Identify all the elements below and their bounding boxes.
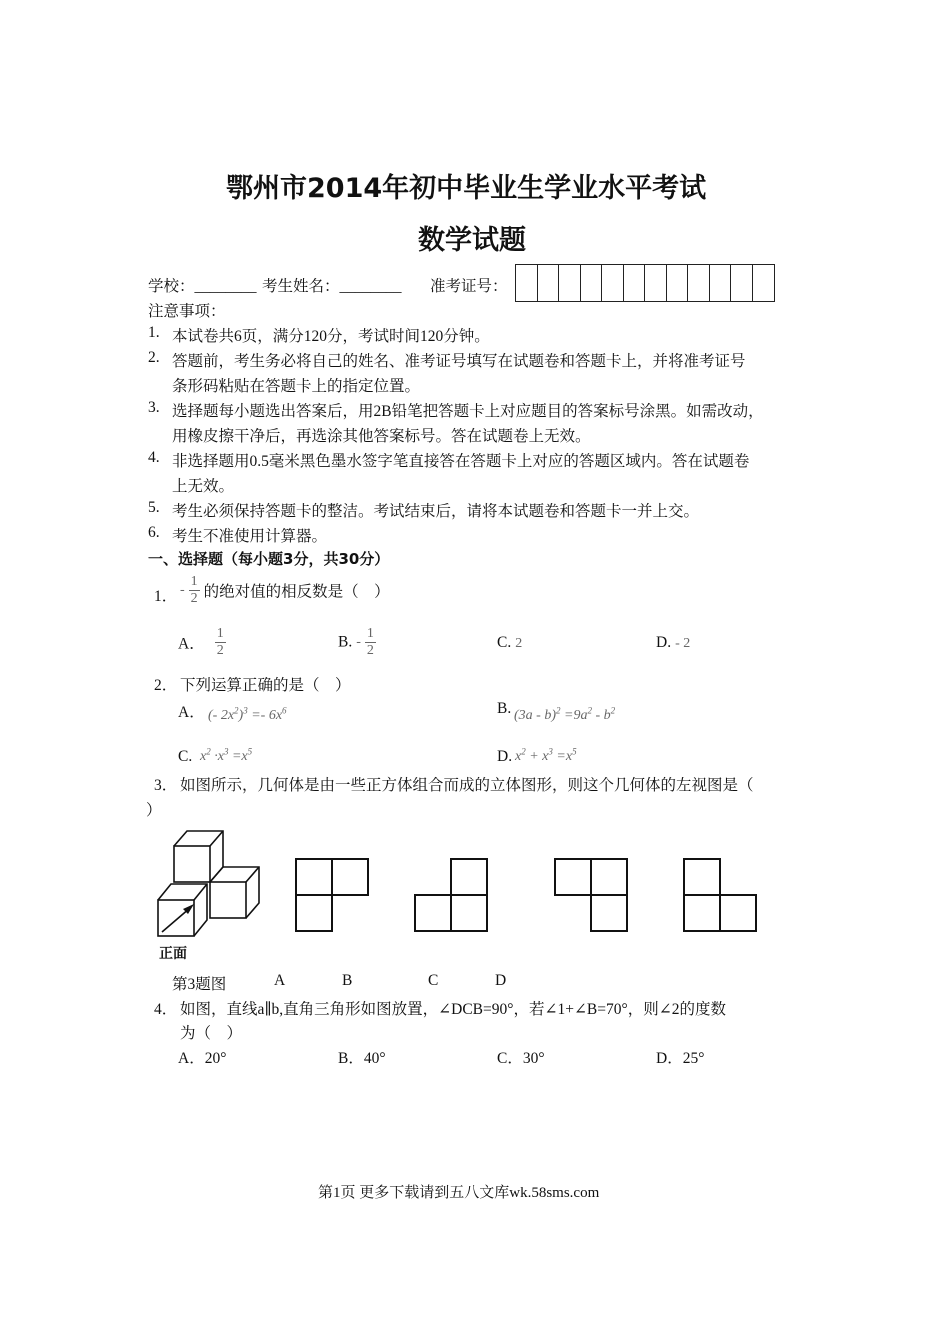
q2-option-d-label: D. (497, 748, 513, 765)
q3-text-close: ） (146, 802, 162, 819)
q3-number: 3． (154, 777, 178, 794)
school-field: 学校：________ (148, 278, 257, 295)
notice-item-4-num: 4. (148, 449, 160, 466)
notice-item-5-num: 5. (148, 499, 160, 516)
q1-option-d: D. - 2 (656, 634, 691, 651)
notice-item-5: 考生必须保持答题卡的整洁。考试结束后，请将本试题卷和答题卡一并上交。 (172, 503, 700, 520)
q3-figure-caption: 第3题图 (172, 976, 227, 993)
exam-title: 鄂州市2014年初中毕业生学业水平考试 (226, 173, 707, 204)
q3-view-d (683, 858, 757, 932)
q3-front-label: 正面 (159, 946, 187, 962)
notice-item-6-num: 6. (148, 524, 160, 541)
q4-number: 4． (154, 1001, 178, 1018)
q1-text: 的绝对值的相反数是（ ） (203, 583, 390, 601)
q4-line2: 为（ ） (180, 1025, 243, 1042)
page-footer: 第1页 更多下载请到五八文库wk.58sms.com (318, 1185, 600, 1201)
notice-item-3-num: 3. (148, 399, 160, 416)
q3-label-d: D (495, 972, 507, 989)
q3-view-c (554, 858, 628, 932)
q2-option-a-label: A． (178, 704, 205, 721)
notice-item-4-line1: 非选择题用0.5毫米黑色墨水签字笔直接答在答题卡上对应的答题区域内。答在试题卷 (172, 453, 750, 470)
q2-option-b-formula: $(3a - b)^2 =9a^2 - b^2$ (514, 705, 616, 723)
q4-option-c: C．30° (497, 1050, 545, 1067)
q3-text: 如图所示，几何体是由一些正方体组合而成的立体图形，则这个几何体的左视图是（ (180, 777, 754, 794)
q2-option-b-label: B. (497, 700, 512, 717)
notice-item-2-num: 2. (148, 349, 160, 366)
q4-option-b: B．40° (338, 1050, 386, 1067)
q1-fraction: $\frac{1}{2}$ (190, 574, 198, 606)
q1-stem (180, 574, 390, 607)
notice-item-3-line2: 用橡皮擦干净后，再选涂其他答案标号。答在试题卷上无效。 (172, 428, 591, 445)
q2-option-c-formula: $x^2 \cdot x^3 =x^5$ (200, 746, 253, 764)
q2-option-a-formula: (- $2x^2)^3 =- 6x^6$ (208, 705, 287, 723)
q4-option-a: A．20° (178, 1050, 227, 1067)
q2-text: 下列运算正确的是（ ） (180, 677, 351, 694)
id-label: 准考证号： (430, 278, 508, 295)
notice-item-2-line2: 条形码粘贴在答题卡上的指定位置。 (172, 378, 421, 395)
q3-label-a: A (274, 972, 286, 989)
q4-line1: 如图，直线a∥b,直角三角形如图放置，∠DCB=90°，若∠1+∠B=70°，则∠2的度数 (180, 1001, 726, 1018)
notice-item-2-line1: 答题前，考生务必将自己的姓名、准考证号填写在试题卷和答题卡上，并将准考证号 (172, 353, 746, 370)
name-field: 考生姓名：________ (262, 278, 402, 295)
exam-subtitle: 数学试题 (418, 225, 526, 256)
notice-item-4-line2: 上无效。 (172, 478, 235, 495)
q1-minus: - (180, 582, 185, 598)
q3-label-c: C (428, 972, 439, 989)
q3-view-b (414, 858, 488, 932)
notice-item-1: 本试卷共6页，满分120分，考试时间120分钟。 (172, 328, 490, 345)
q1-option-a: A． $\frac{1}{2}$ (178, 626, 224, 658)
q1-option-c: C. 2 (497, 634, 523, 651)
q4-option-d: D．25° (656, 1050, 705, 1067)
notice-heading: 注意事项： (148, 303, 226, 320)
q2-option-d-formula: $x^2 + x^3 =x^5$ (515, 746, 577, 764)
q2-option-c-label: C. (178, 748, 193, 765)
q3-view-a (295, 858, 369, 932)
q3-cube-figure (150, 828, 280, 946)
notice-item-1-num: 1. (148, 324, 160, 341)
q2-number: 2． (154, 677, 178, 694)
id-number-boxes (515, 264, 775, 302)
q1-option-b: B. - $\frac{1}{2}$ (338, 626, 374, 658)
notice-item-6: 考生不准使用计算器。 (172, 528, 328, 545)
notice-item-3-line1: 选择题每小题选出答案后，用2B铅笔把答题卡上对应题目的答案标号涂黑。如需改动， (172, 403, 764, 420)
section-heading: 一、选择题（每小题3分，共30分） (148, 550, 390, 568)
q1-number: 1． (154, 588, 178, 605)
q3-label-b: B (342, 972, 353, 989)
